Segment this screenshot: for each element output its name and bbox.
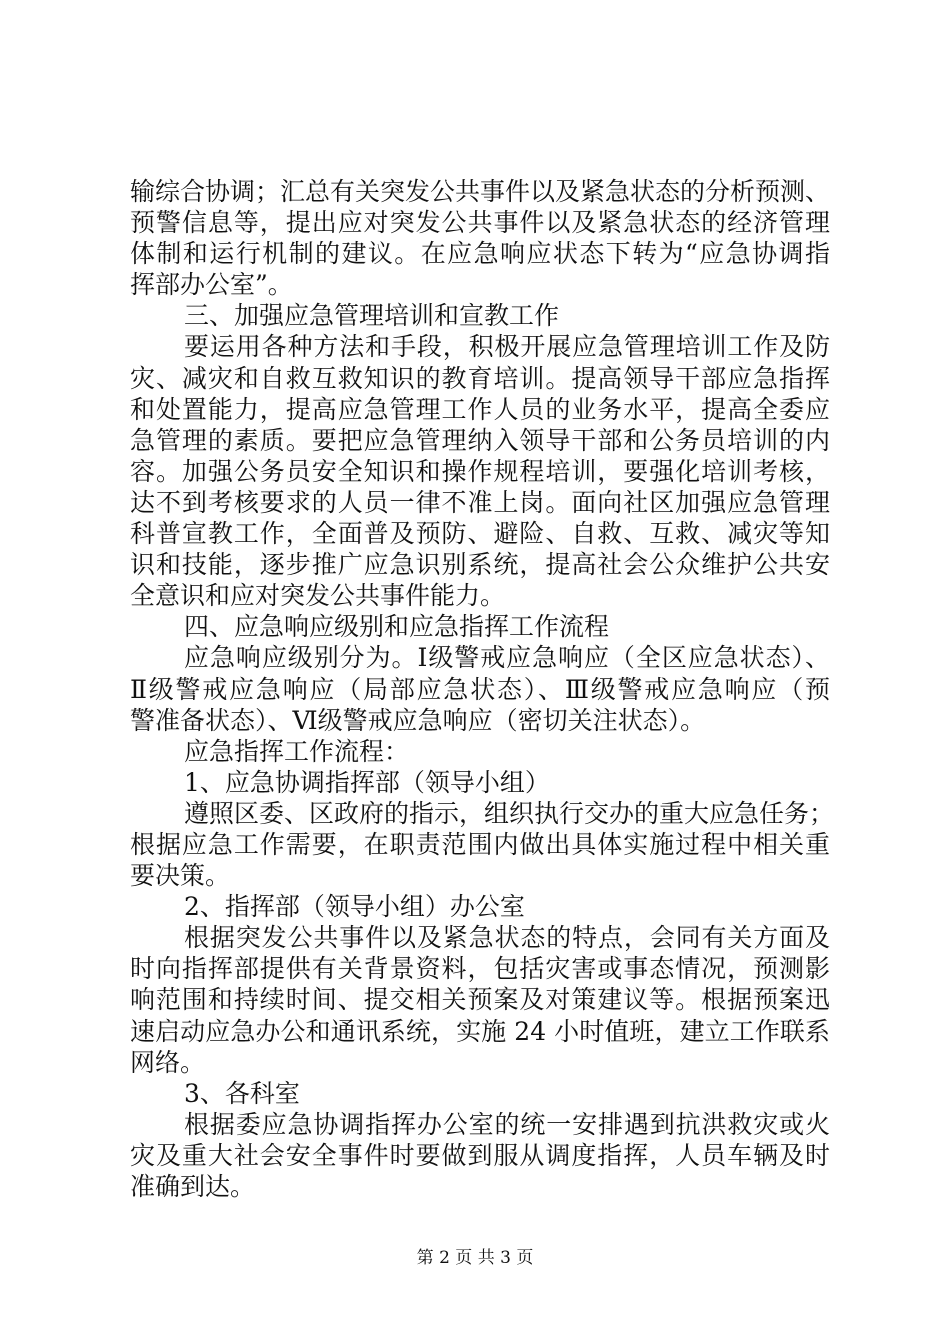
text-line: 2、指挥部（领导小组）办公室 <box>184 892 525 922</box>
text-line: 挥部办公室”。 <box>130 270 293 300</box>
text-line: 根据委应急协调指挥办公室的统一安排遇到抗洪救灾或火 <box>184 1109 830 1139</box>
text-line: 识和技能，逐步推广应急识别系统，提高社会公众维护公共安 <box>130 550 830 580</box>
text-line: 响范围和持续时间、提交相关预案及对策建议等。根据预案迅 <box>130 985 830 1015</box>
text-line: 要运用各种方法和手段，积极开展应急管理培训工作及防 <box>184 332 830 362</box>
paragraph <box>130 642 830 735</box>
paragraph <box>130 891 830 922</box>
text-line: 输综合协调；汇总有关突发公共事件以及紧急状态的分析预测、 <box>130 177 831 206</box>
text-line: 全意识和应对突发公共事件能力。 <box>130 581 506 611</box>
paragraph <box>130 300 830 331</box>
text-line: Ⅱ级警戒应急响应（局部应急状态）、Ⅲ级警戒应急响应（预 <box>130 674 830 704</box>
text-line: 体制和运行机制的建议。在应急响应状态下转为“应急协调指 <box>130 239 830 269</box>
text-line: 根据应急工作需要，在职责范围内做出具体实施过程中相关重 <box>130 829 830 859</box>
text-line: 应急响应级别分为。Ⅰ级警戒应急响应（全区应急状态）、 <box>184 643 830 673</box>
text-line: 急管理的素质。要把应急管理纳入领导干部和公务员培训的内 <box>130 425 830 455</box>
text-line: 容。加强公务员安全知识和操作规程培训，要强化培训考核， <box>130 456 830 486</box>
text-line: 和处置能力，提高应急管理工作人员的业务水平，提高全委应 <box>130 394 830 424</box>
paragraph <box>130 767 830 798</box>
text-line: 四、应急响应级别和应急指挥工作流程 <box>184 612 610 642</box>
paragraph <box>130 736 830 767</box>
document-body <box>130 176 835 1202</box>
paragraph <box>130 611 830 642</box>
text-line: 准确到达。 <box>130 1172 256 1201</box>
text-line: 应急指挥工作流程： <box>184 736 410 766</box>
text-line: 警准备状态）、Ⅵ级警戒应急响应（密切关注状态）。 <box>130 705 706 735</box>
text-line: 灾、减灾和自救互救知识的教育培训。提高领导干部应急指挥 <box>130 363 830 393</box>
paragraph <box>130 922 830 1077</box>
text-line: 根据突发公共事件以及紧急状态的特点，会同有关方面及 <box>184 923 830 953</box>
text-line: 达不到考核要求的人员一律不准上岗。面向社区加强应急管理 <box>130 487 830 517</box>
text-line: 灾及重大社会安全事件时要做到服从调度指挥，人员车辆及时 <box>130 1140 830 1170</box>
text-line: 时向指挥部提供有关背景资料，包括灾害或事态情况，预测影 <box>130 954 830 984</box>
text-line: 科普宣教工作，全面普及预防、避险、自救、互救、减灾等知 <box>130 519 830 549</box>
paragraph <box>130 1109 830 1202</box>
page-footer: 第 2 页 共 3 页 <box>416 1248 534 1268</box>
text-line: 3、各科室 <box>184 1078 300 1108</box>
paragraph <box>130 1078 830 1109</box>
paragraph <box>130 331 830 611</box>
text-line: 三、加强应急管理培训和宣教工作 <box>184 301 560 331</box>
text-line: 网络。 <box>130 1047 206 1077</box>
text-line: 速启动应急办公和通讯系统，实施 24 小时值班，建立工作联系 <box>130 1016 830 1046</box>
paragraph <box>130 176 830 300</box>
text-line: 预警信息等，提出应对突发公共事件以及紧急状态的经济管理 <box>130 208 830 238</box>
text-line: 要决策。 <box>130 861 231 891</box>
text-line: 遵照区委、区政府的指示，组织执行交办的重大应急任务； <box>184 798 835 828</box>
paragraph <box>130 798 835 891</box>
text-line: 1、应急协调指挥部（领导小组） <box>184 767 550 797</box>
